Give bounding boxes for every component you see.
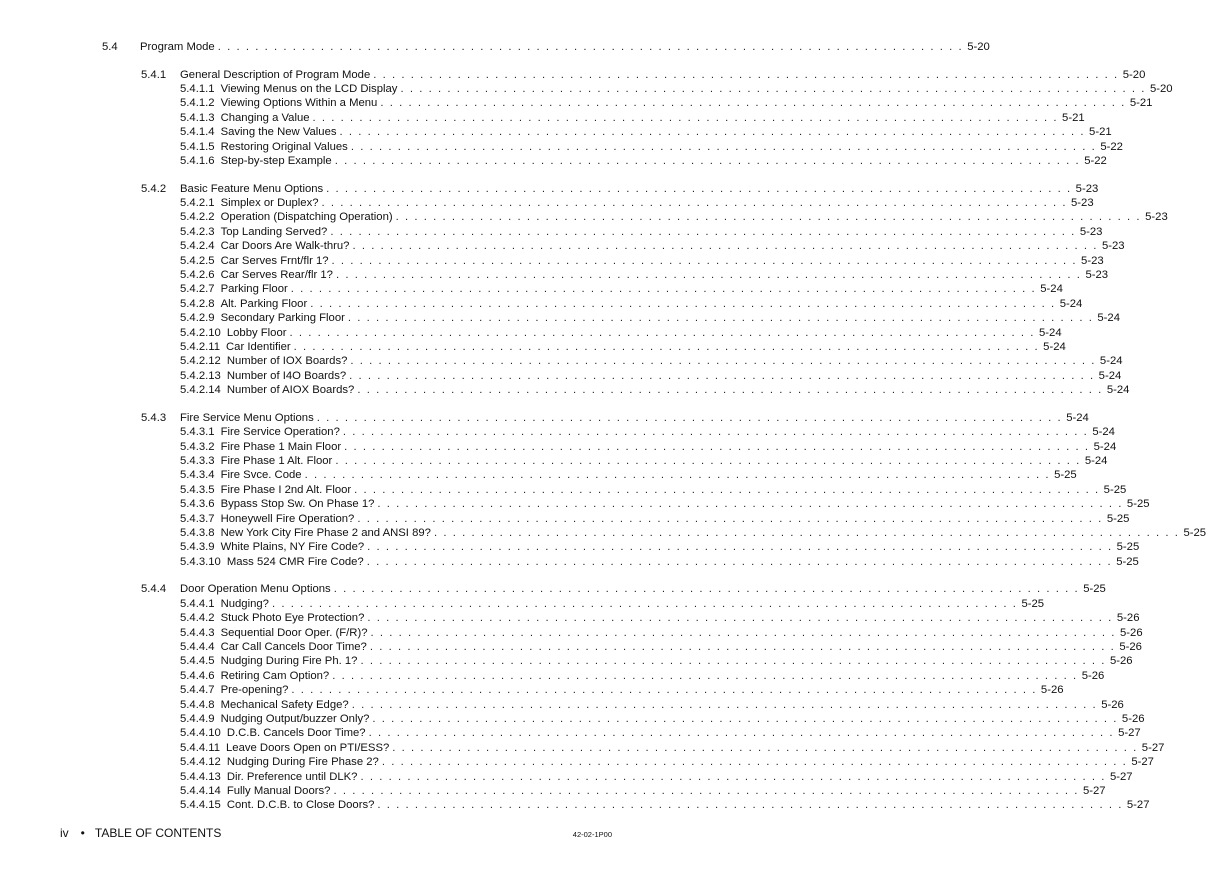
toc-dot-leader: . . . . . . . . . . . . . . . . . . . . . . . . . . . . . . . . . . . . . . . . . . . . . . . . . . . . . . . . . . . . . . . . . . . . . . . . . . . . . . . . xyxy=(360,771,1106,783)
toc-entry-title: Dir. Preference until DLK? xyxy=(226,771,358,783)
toc-entry-number: 5.4.4.14 xyxy=(180,785,221,797)
toc-entry-title: Fire Phase I 2nd Alt. Floor xyxy=(220,484,352,496)
toc-entry-title: White Plains, NY Fire Code? xyxy=(220,541,365,553)
toc-entry-page: 5-24 xyxy=(1059,298,1083,310)
toc-entry-page: 5-24 xyxy=(1043,341,1066,353)
toc-entry-page: 5-24 xyxy=(1106,384,1130,396)
toc-dot-leader: . . . . . . . . . . . . . . . . . . . . . . . . . . . . . . . . . . . . . . . . . . . . . . . . . . . . . . . . . . . . . . . . . . . . . . . . . . . . . . . . xyxy=(217,41,964,53)
toc-entry-page: 5-21 xyxy=(1129,97,1153,109)
toc-entry[interactable] xyxy=(0,654,1133,668)
toc-entry[interactable] xyxy=(0,297,1083,311)
toc-entry[interactable] xyxy=(0,755,1154,769)
toc-entry-title: Cont. D.C.B. to Close Doors? xyxy=(226,799,375,811)
toc-entry-page: 5-24 xyxy=(1098,370,1122,382)
toc-dot-leader: . . . . . . . . . . . . . . . . . . . . . . . . . . . . . . . . . . . . . . . . . . . . . . . . . . . . . . . . . . . . . . . . . . . . . . . . . . . . . . . . xyxy=(433,527,1180,539)
toc-entry-number: 5.4.2.9 xyxy=(180,312,215,324)
toc-dot-leader: . . . . . . . . . . . . . . . . . . . . . . . . . . . . . . . . . . . . . . . . . . . . . . . . . . . . . . . . . . . . . . . . . . . . . . . . . . . . . . . . xyxy=(335,269,1082,281)
toc-entry[interactable] xyxy=(0,626,1143,640)
toc-dot-leader: . . . . . . . . . . . . . . . . . . . . . . . . . . . . . . . . . . . . . . . . . . . . . . . . . . . . . . . . . . . . . . . . . . . . . . . . . . . . . . . . xyxy=(392,742,1138,754)
toc-entry-number: 5.4.4.6 xyxy=(180,670,215,682)
toc-entry-title: Number of IOX Boards? xyxy=(226,355,348,367)
toc-entry-page: 5-27 xyxy=(1118,727,1141,739)
toc-entry-title: Stuck Photo Eye Protection? xyxy=(220,612,365,624)
toc-entry-title: Pre-opening? xyxy=(220,684,289,696)
toc-entry-page: 5-25 xyxy=(1126,498,1150,510)
toc-entry-number: 5.4.2 xyxy=(141,183,167,195)
toc-entry[interactable] xyxy=(0,555,1139,569)
toc-entry[interactable] xyxy=(0,526,1206,540)
toc-entry-title: Number of I4O Boards? xyxy=(226,370,347,382)
toc-dot-leader: . . . . . . . . . . . . . . . . . . . . . . . . . . . . . . . . . . . . . . . . . . . . . . . . . . . . . . . . . . . . . . . . . . . . . . . . . . . . . . . . xyxy=(333,785,1079,797)
toc-entry-title: Sequential Door Oper. (F/R)? xyxy=(220,627,368,639)
toc-entry-page: 5-26 xyxy=(1081,670,1105,682)
toc-entry-number: 5.4.4.3 xyxy=(180,627,215,639)
toc-entry-number: 5.4.2.7 xyxy=(180,283,215,295)
toc-entry-number: 5.4.1.6 xyxy=(180,155,215,167)
footer-page-number: iv xyxy=(60,826,69,840)
toc-entry[interactable] xyxy=(0,125,1112,139)
toc-entry-page: 5-24 xyxy=(1039,327,1062,339)
toc-entry[interactable] xyxy=(0,68,1146,82)
toc-entry-number: 5.4.4.12 xyxy=(180,756,221,768)
toc-entry-number: 5.4.2.12 xyxy=(180,355,221,367)
toc-entry-title: Fire Svce. Code xyxy=(220,469,302,481)
toc-entry-number: 5.4.3.5 xyxy=(180,484,215,496)
toc-dot-leader: . . . . . . . . . . . . . . . . . . . . . . . . . . . . . . . . . . . . . . . . . . . . . . . . . . . . . . . . . . . . . . . . . . . . . . . . . . . . . . . . xyxy=(357,513,1103,525)
toc-entry-number: 5.4.2.5 xyxy=(180,255,215,267)
toc-entry[interactable] xyxy=(0,268,1109,282)
toc-entry-page: 5-24 xyxy=(1066,412,1089,424)
toc-entry-title: Operation (Dispatching Operation) xyxy=(220,211,393,223)
toc-entry-number: 5.4.2.11 xyxy=(180,341,220,353)
toc-entry[interactable] xyxy=(0,411,1089,425)
toc-entry[interactable] xyxy=(0,369,1122,383)
toc-entry-page: 5-27 xyxy=(1131,756,1154,768)
toc-entry-page: 5-25 xyxy=(1116,541,1140,553)
toc-entry-page: 5-26 xyxy=(1121,713,1145,725)
toc-entry-number: 5.4.4.2 xyxy=(180,612,215,624)
toc-entry-page: 5-23 xyxy=(1085,269,1109,281)
toc-entry-page: 5-26 xyxy=(1109,655,1133,667)
toc-dot-leader: . . . . . . . . . . . . . . . . . . . . . . . . . . . . . . . . . . . . . . . . . . . . . . . . . . . . . . . . . . . . . . . . . . . . . . . . . . . . . . . . xyxy=(380,97,1126,109)
toc-entry-title: Step-by-step Example xyxy=(220,155,332,167)
toc-dot-leader: . . . . . . . . . . . . . . . . . . . . . . . . . . . . . . . . . . . . . . . . . . . . . . . . . . . . . . . . . . . . . . . . . . . . . . . . . . . . . . . . xyxy=(326,183,1072,195)
toc-entry[interactable] xyxy=(0,497,1150,511)
toc-dot-leader: . . . . . . . . . . . . . . . . . . . . . . . . . . . . . . . . . . . . . . . . . . . . . . . . . . . . . . . . . . . . . . . . . . . . . . . . . . . . . . . . xyxy=(373,69,1119,81)
toc-entry-title: General Description of Program Mode xyxy=(180,69,371,81)
toc-entry-page: 5-24 xyxy=(1092,426,1115,438)
toc-entry-title: Nudging? xyxy=(220,598,269,610)
toc-entry-title: Basic Feature Menu Options xyxy=(180,183,324,195)
toc-entry[interactable] xyxy=(0,311,1121,325)
toc-dot-leader: . . . . . . . . . . . . . . . . . . . . . . . . . . . . . . . . . . . . . . . . . . . . . . . . . . . . . . . . . . . . . . . . . . . . . . . . . . . . . . . . xyxy=(331,255,1078,267)
toc-entry[interactable] xyxy=(0,140,1123,154)
toc-entry[interactable] xyxy=(0,340,1066,354)
toc-entry-title: New York City Fire Phase 2 and ANSI 89? xyxy=(220,527,431,539)
toc-entry-number: 5.4.1 xyxy=(141,69,167,81)
toc-entry-number: 5.4.4.8 xyxy=(180,699,215,711)
toc-entry[interactable] xyxy=(0,669,1105,683)
toc-dot-leader: . . . . . . . . . . . . . . . . . . . . . . . . . . . . . . . . . . . . . . . . . . . . . . . . . . . . . . . . . . . . . . . . . . . . . . . . . . . . . . . . xyxy=(342,426,1089,438)
toc-entry-title: Car Call Cancels Door Time? xyxy=(220,641,367,653)
toc-entry-page: 5-26 xyxy=(1119,641,1142,653)
toc-entry-number: 5.4.3.2 xyxy=(180,441,215,453)
toc-entry-number: 5.4 xyxy=(102,41,118,53)
toc-entry-number: 5.4.1.5 xyxy=(180,141,215,153)
toc-entry-title: Fire Phase 1 Alt. Floor xyxy=(220,455,333,467)
toc-entry-page: 5-24 xyxy=(1097,312,1121,324)
toc-dot-leader: . . . . . . . . . . . . . . . . . . . . . . . . . . . . . . . . . . . . . . . . . . . . . . . . . . . . . . . . . . . . . . . . . . . . . . . . . . . . . . . . xyxy=(333,583,1080,595)
toc-dot-leader: . . . . . . . . . . . . . . . . . . . . . . . . . . . . . . . . . . . . . . . . . . . . . . . . . . . . . . . . . . . . . . . . . . . . . . . . . . . . . . . . xyxy=(350,355,1096,367)
toc-entry-number: 5.4.1.2 xyxy=(180,97,215,109)
toc-entry-page: 5-25 xyxy=(1054,469,1077,481)
toc-entry[interactable] xyxy=(0,254,1104,268)
toc-entry-title: Viewing Options Within a Menu xyxy=(220,97,378,109)
toc-dot-leader: . . . . . . . . . . . . . . . . . . . . . . . . . . . . . . . . . . . . . . . . . . . . . . . . . . . . . . . . . . . . . . . . . . . . . . . . . . . . . . . . xyxy=(310,298,1056,310)
toc-dot-leader: . . . . . . . . . . . . . . . . . . . . . . . . . . . . . . . . . . . . . . . . . . . . . . . . . . . . . . . . . . . . . . . . . . . . . . . . . . . . . . . . xyxy=(312,112,1059,124)
toc-entry-page: 5-26 xyxy=(1040,684,1064,696)
toc-dot-leader: . . . . . . . . . . . . . . . . . . . . . . . . . . . . . . . . . . . . . . . . . . . . . . . . . . . . . . . . . . . . . . . . . . . . . . . . . . . . . . . . xyxy=(289,327,1035,339)
toc-dot-leader: . . . . . . . . . . . . . . . . . . . . . . . . . . . . . . . . . . . . . . . . . . . . . . . . . . . . . . . . . . . . . . . . . . . . . . . . . . . . . . . . xyxy=(339,126,1086,138)
toc-entry-title: Car Doors Are Walk-thru? xyxy=(220,240,350,252)
toc-dot-leader: . . . . . . . . . . . . . . . . . . . . . . . . . . . . . . . . . . . . . . . . . . . . . . . . . . . . . . . . . . . . . . . . . . . . . . . . . . . . . . . . xyxy=(377,799,1123,811)
toc-entry[interactable] xyxy=(0,154,1107,168)
toc-entry[interactable] xyxy=(0,210,1168,224)
toc-dot-leader: . . . . . . . . . . . . . . . . . . . . . . . . . . . . . . . . . . . . . . . . . . . . . . . . . . . . . . . . . . . . . . . . . . . . . . . . . . . . . . . . xyxy=(351,699,1098,711)
toc-entry-page: 5-20 xyxy=(1122,69,1146,81)
toc-entry-number: 5.4.4.13 xyxy=(180,771,221,783)
toc-entry-number: 5.4.3.1 xyxy=(180,426,215,438)
toc-dot-leader: . . . . . . . . . . . . . . . . . . . . . . . . . . . . . . . . . . . . . . . . . . . . . . . . . . . . . . . . . . . . . . . . . . . . . . . . . . . . . . . . xyxy=(334,155,1081,167)
toc-entry-page: 5-25 xyxy=(1116,556,1139,568)
toc-entry-page: 5-27 xyxy=(1109,771,1133,783)
toc-entry-page: 5-25 xyxy=(1021,598,1045,610)
toc-entry-title: Alt. Parking Floor xyxy=(220,298,308,310)
toc-entry-title: Restoring Original Values xyxy=(220,141,348,153)
footer-document-code: 42-02-1P00 xyxy=(572,830,612,839)
toc-entry-title: Nudging During Fire Phase 2? xyxy=(226,756,379,768)
toc-entry[interactable] xyxy=(0,582,1106,596)
toc-entry-number: 5.4.3.7 xyxy=(180,513,215,525)
toc-dot-leader: . . . . . . . . . . . . . . . . . . . . . . . . . . . . . . . . . . . . . . . . . . . . . . . . . . . . . . . . . . . . . . . . . . . . . . . . . . . . . . . . xyxy=(370,627,1116,639)
toc-dot-leader: . . . . . . . . . . . . . . . . . . . . . . . . . . . . . . . . . . . . . . . . . . . . . . . . . . . . . . . . . . . . . . . . . . . . . . . . . . . . . . . . xyxy=(291,684,1037,696)
toc-entry[interactable] xyxy=(0,326,1062,340)
toc-entry-page: 5-21 xyxy=(1089,126,1112,138)
toc-entry-page: 5-23 xyxy=(1071,197,1094,209)
toc-entry-title: Door Operation Menu Options xyxy=(180,583,331,595)
toc-entry-page: 5-23 xyxy=(1079,226,1103,238)
toc-entry-number: 5.4.1.3 xyxy=(180,112,215,124)
toc-entry[interactable] xyxy=(0,698,1124,712)
toc-dot-leader: . . . . . . . . . . . . . . . . . . . . . . . . . . . . . . . . . . . . . . . . . . . . . . . . . . . . . . . . . . . . . . . . . . . . . . . . . . . . . . . . xyxy=(344,441,1090,453)
toc-entry[interactable] xyxy=(0,111,1085,125)
toc-entry-number: 5.4.3.3 xyxy=(180,455,215,467)
toc-dot-leader: . . . . . . . . . . . . . . . . . . . . . . . . . . . . . . . . . . . . . . . . . . . . . . . . . . . . . . . . . . . . . . . . . . . . . . . . . . . . . . . . xyxy=(377,498,1123,510)
toc-entry-title: Mechanical Safety Edge? xyxy=(220,699,349,711)
toc-entry-page: 5-24 xyxy=(1084,455,1108,467)
toc-entry-number: 5.4.4.9 xyxy=(180,713,215,725)
toc-entry-number: 5.4.1.1 xyxy=(180,83,215,95)
toc-dot-leader: . . . . . . . . . . . . . . . . . . . . . . . . . . . . . . . . . . . . . . . . . . . . . . . . . . . . . . . . . . . . . . . . . . . . . . . . . . . . . . . . xyxy=(367,612,1113,624)
toc-dot-leader: . . . . . . . . . . . . . . . . . . . . . . . . . . . . . . . . . . . . . . . . . . . . . . . . . . . . . . . . . . . . . . . . . . . . . . . . . . . . . . . . xyxy=(316,412,1063,424)
toc-entry-title: Nudging During Fire Ph. 1? xyxy=(220,655,358,667)
toc-entry-number: 5.4.4.11 xyxy=(180,742,220,754)
footer-section-title: TABLE OF CONTENTS xyxy=(94,826,222,840)
toc-entry-page: 5-25 xyxy=(1106,513,1130,525)
toc-entry[interactable] xyxy=(0,683,1064,697)
toc-entry[interactable] xyxy=(0,40,990,54)
toc-entry-title: Program Mode xyxy=(140,41,215,53)
toc-entry-title: Changing a Value xyxy=(220,112,310,124)
toc-dot-leader: . . . . . . . . . . . . . . . . . . . . . . . . . . . . . . . . . . . . . . . . . . . . . . . . . . . . . . . . . . . . . . . . . . . . . . . . . . . . . . . . xyxy=(350,141,1097,153)
toc-entry[interactable] xyxy=(0,96,1153,110)
toc-entry[interactable] xyxy=(0,512,1130,526)
toc-dot-leader: . . . . . . . . . . . . . . . . . . . . . . . . . . . . . . . . . . . . . . . . . . . . . . . . . . . . . . . . . . . . . . . . . . . . . . . . . . . . . . . . xyxy=(290,283,1037,295)
toc-dot-leader: . . . . . . . . . . . . . . . . . . . . . . . . . . . . . . . . . . . . . . . . . . . . . . . . . . . . . . . . . . . . . . . . . . . . . . . . . . . . . . . . xyxy=(352,240,1098,252)
toc-entry-title: D.C.B. Cancels Door Time? xyxy=(226,727,366,739)
toc-entry[interactable] xyxy=(0,225,1103,239)
toc-entry-title: Car Identifier xyxy=(226,341,291,353)
toc-entry[interactable] xyxy=(0,196,1094,210)
toc-entry-title: Leave Doors Open on PTI/ESS? xyxy=(226,742,390,754)
toc-entry-page: 5-24 xyxy=(1093,441,1117,453)
toc-entry-number: 5.4.3.4 xyxy=(180,469,215,481)
toc-dot-leader: . . . . . . . . . . . . . . . . . . . . . . . . . . . . . . . . . . . . . . . . . . . . . . . . . . . . . . . . . . . . . . . . . . . . . . . . . . . . . . . . xyxy=(372,713,1118,725)
toc-entry-page: 5-25 xyxy=(1083,583,1106,595)
toc-entry-page: 5-20 xyxy=(967,41,990,53)
toc-dot-leader: . . . . . . . . . . . . . . . . . . . . . . . . . . . . . . . . . . . . . . . . . . . . . . . . . . . . . . . . . . . . . . . . . . . . . . . . . . . . . . . . xyxy=(357,384,1103,396)
toc-dot-leader: . . . . . . . . . . . . . . . . . . . . . . . . . . . . . . . . . . . . . . . . . . . . . . . . . . . . . . . . . . . . . . . . . . . . . . . . . . . . . . . . xyxy=(395,211,1142,223)
toc-entry[interactable] xyxy=(0,454,1108,468)
toc-entry-number: 5.4.2.8 xyxy=(180,298,215,310)
toc-entry-title: Saving the New Values xyxy=(220,126,337,138)
toc-entry-number: 5.4.2.4 xyxy=(180,240,215,252)
toc-entry-page: 5-22 xyxy=(1100,141,1123,153)
toc-entry[interactable] xyxy=(0,611,1140,625)
toc-entry[interactable] xyxy=(0,182,1099,196)
toc-entry-title: Top Landing Served? xyxy=(220,226,328,238)
toc-entry[interactable] xyxy=(0,383,1130,397)
toc-entry-page: 5-23 xyxy=(1081,255,1104,267)
toc-entry[interactable] xyxy=(0,282,1063,296)
toc-entry-title: Simplex or Duplex? xyxy=(220,197,319,209)
toc-entry-number: 5.4.2.6 xyxy=(180,269,215,281)
toc-entry-number: 5.4.4.15 xyxy=(180,799,221,811)
toc-entry-number: 5.4.2.14 xyxy=(180,384,221,396)
toc-entry-page: 5-23 xyxy=(1101,240,1125,252)
toc-entry-page: 5-25 xyxy=(1183,527,1206,539)
toc-entry-number: 5.4.2.1 xyxy=(180,197,215,209)
toc-entry[interactable] xyxy=(0,741,1165,755)
toc-entry[interactable] xyxy=(0,770,1133,784)
toc-dot-leader: . . . . . . . . . . . . . . . . . . . . . . . . . . . . . . . . . . . . . . . . . . . . . . . . . . . . . . . . . . . . . . . . . . . . . . . . . . . . . . . . xyxy=(354,484,1100,496)
toc-entry-title: Car Serves Rear/flr 1? xyxy=(220,269,333,281)
toc-entry-number: 5.4.3.9 xyxy=(180,541,215,553)
toc-dot-leader: . . . . . . . . . . . . . . . . . . . . . . . . . . . . . . . . . . . . . . . . . . . . . . . . . . . . . . . . . . . . . . . . . . . . . . . . . . . . . . . . xyxy=(347,312,1094,324)
toc-entry-title: Number of AIOX Boards? xyxy=(226,384,355,396)
toc-entry[interactable] xyxy=(0,640,1142,654)
toc-dot-leader: . . . . . . . . . . . . . . . . . . . . . . . . . . . . . . . . . . . . . . . . . . . . . . . . . . . . . . . . . . . . . . . . . . . . . . . . . . . . . . . . xyxy=(400,83,1146,95)
toc-dot-leader: . . . . . . . . . . . . . . . . . . . . . . . . . . . . . . . . . . . . . . . . . . . . . . . . . . . . . . . . . . . . . . . . . . . . . . . . . . . . . . . . xyxy=(293,341,1040,353)
toc-entry-page: 5-23 xyxy=(1075,183,1099,195)
toc-entry-number: 5.4.4.7 xyxy=(180,684,215,696)
footer-left xyxy=(60,826,221,840)
toc-entry-page: 5-26 xyxy=(1101,699,1124,711)
toc-entry-title: Retiring Cam Option? xyxy=(220,670,330,682)
toc-entry-number: 5.4.4 xyxy=(141,583,167,595)
toc-entry-number: 5.4.1.4 xyxy=(180,126,215,138)
toc-entry-number: 5.4.2.10 xyxy=(180,327,221,339)
toc-entry-title: Parking Floor xyxy=(220,283,288,295)
toc-entry-title: Fire Phase 1 Main Floor xyxy=(220,441,342,453)
page-footer xyxy=(0,826,680,840)
toc-entry-number: 5.4.3 xyxy=(141,412,167,424)
toc-dot-leader: . . . . . . . . . . . . . . . . . . . . . . . . . . . . . . . . . . . . . . . . . . . . . . . . . . . . . . . . . . . . . . . . . . . . . . . . . . . . . . . . xyxy=(349,370,1095,382)
toc-entry-number: 5.4.2.2 xyxy=(180,211,215,223)
toc-entry-page: 5-27 xyxy=(1126,799,1150,811)
toc-dot-leader: . . . . . . . . . . . . . . . . . . . . . . . . . . . . . . . . . . . . . . . . . . . . . . . . . . . . . . . . . . . . . . . . . . . . . . . . . . . . . . . . xyxy=(335,455,1081,467)
toc-entry-title: Fire Service Operation? xyxy=(220,426,340,438)
toc-entry-title: Fully Manual Doors? xyxy=(226,785,331,797)
toc-dot-leader: . . . . . . . . . . . . . . . . . . . . . . . . . . . . . . . . . . . . . . . . . . . . . . . . . . . . . . . . . . . . . . . . . . . . . . . . . . . . . . . . xyxy=(368,727,1115,739)
toc-dot-leader: . . . . . . . . . . . . . . . . . . . . . . . . . . . . . . . . . . . . . . . . . . . . . . . . . . . . . . . . . . . . . . . . . . . . . . . . . . . . . . . . xyxy=(304,469,1051,481)
toc-entry-title: Mass 524 CMR Fire Code? xyxy=(226,556,364,568)
toc-entry-title: Fire Service Menu Options xyxy=(180,412,314,424)
toc-entry-page: 5-21 xyxy=(1062,112,1085,124)
toc-dot-leader: . . . . . . . . . . . . . . . . . . . . . . . . . . . . . . . . . . . . . . . . . . . . . . . . . . . . . . . . . . . . . . . . . . . . . . . . . . . . . . . . xyxy=(367,541,1113,553)
toc-entry[interactable] xyxy=(0,440,1117,454)
toc-entry-title: Viewing Menus on the LCD Display xyxy=(220,83,398,95)
toc-entry-page: 5-22 xyxy=(1084,155,1107,167)
toc-dot-leader: . . . . . . . . . . . . . . . . . . . . . . . . . . . . . . . . . . . . . . . . . . . . . . . . . . . . . . . . . . . . . . . . . . . . . . . . . . . . . . . . xyxy=(332,670,1078,682)
toc-entry-page: 5-23 xyxy=(1145,211,1168,223)
toc-entry-page: 5-26 xyxy=(1116,612,1140,624)
toc-entry[interactable] xyxy=(0,798,1150,812)
toc-dot-leader: . . . . . . . . . . . . . . . . . . . . . . . . . . . . . . . . . . . . . . . . . . . . . . . . . . . . . . . . . . . . . . . . . . . . . . . . . . . . . . . . xyxy=(330,226,1076,238)
toc-entry-number: 5.4.3.6 xyxy=(180,498,215,510)
toc-entry[interactable] xyxy=(0,354,1123,368)
toc-entry-page: 5-26 xyxy=(1120,627,1143,639)
toc-dot-leader: . . . . . . . . . . . . . . . . . . . . . . . . . . . . . . . . . . . . . . . . . . . . . . . . . . . . . . . . . . . . . . . . . . . . . . . . . . . . . . . . xyxy=(271,598,1018,610)
toc-entry[interactable] xyxy=(0,82,1173,96)
toc-entry-page: 5-24 xyxy=(1040,283,1063,295)
toc-entry[interactable] xyxy=(0,712,1145,726)
toc-entry-number: 5.4.4.1 xyxy=(180,598,215,610)
toc-entry-title: Secondary Parking Floor xyxy=(220,312,345,324)
toc-entry-number: 5.4.3.8 xyxy=(180,527,215,539)
toc-entry-title: Bypass Stop Sw. On Phase 1? xyxy=(220,498,375,510)
toc-entry-number: 5.4.3.10 xyxy=(180,556,221,568)
toc-entry-title: Honeywell Fire Operation? xyxy=(220,513,355,525)
toc-entry[interactable] xyxy=(0,784,1106,798)
toc-entry[interactable] xyxy=(0,483,1127,497)
toc-dot-leader: . . . . . . . . . . . . . . . . . . . . . . . . . . . . . . . . . . . . . . . . . . . . . . . . . . . . . . . . . . . . . . . . . . . . . . . . . . . . . . . . xyxy=(366,556,1113,568)
toc-entry-number: 5.4.4.10 xyxy=(180,727,221,739)
toc-entry[interactable] xyxy=(0,468,1077,482)
toc-entry-page: 5-24 xyxy=(1099,355,1123,367)
toc-dot-leader: . . . . . . . . . . . . . . . . . . . . . . . . . . . . . . . . . . . . . . . . . . . . . . . . . . . . . . . . . . . . . . . . . . . . . . . . . . . . . . . . xyxy=(321,197,1068,209)
footer-bullet: • xyxy=(80,826,85,840)
toc-entry-title: Car Serves Frnt/flr 1? xyxy=(220,255,329,267)
toc-entry-page: 5-27 xyxy=(1141,742,1165,754)
toc-entry-number: 5.4.4.4 xyxy=(180,641,215,653)
toc-entry-number: 5.4.4.5 xyxy=(180,655,215,667)
toc-entry-number: 5.4.2.3 xyxy=(180,226,215,238)
toc-entry-page: 5-27 xyxy=(1082,785,1106,797)
toc-entry-page: 5-20 xyxy=(1149,83,1173,95)
toc-dot-leader: . . . . . . . . . . . . . . . . . . . . . . . . . . . . . . . . . . . . . . . . . . . . . . . . . . . . . . . . . . . . . . . . . . . . . . . . . . . . . . . . xyxy=(381,756,1128,768)
toc-dot-leader: . . . . . . . . . . . . . . . . . . . . . . . . . . . . . . . . . . . . . . . . . . . . . . . . . . . . . . . . . . . . . . . . . . . . . . . . . . . . . . . . xyxy=(369,641,1116,653)
toc-entry-page: 5-25 xyxy=(1103,484,1127,496)
toc-entry[interactable] xyxy=(0,597,1045,611)
toc-entry[interactable] xyxy=(0,239,1125,253)
toc-entry[interactable] xyxy=(0,425,1115,439)
toc-dot-leader: . . . . . . . . . . . . . . . . . . . . . . . . . . . . . . . . . . . . . . . . . . . . . . . . . . . . . . . . . . . . . . . . . . . . . . . . . . . . . . . . xyxy=(360,655,1106,667)
toc-entry[interactable] xyxy=(0,540,1140,554)
toc-entry-title: Lobby Floor xyxy=(226,327,287,339)
toc-entry[interactable] xyxy=(0,726,1141,740)
toc-entry-number: 5.4.2.13 xyxy=(180,370,221,382)
toc-entry-title: Nudging Output/buzzer Only? xyxy=(220,713,370,725)
